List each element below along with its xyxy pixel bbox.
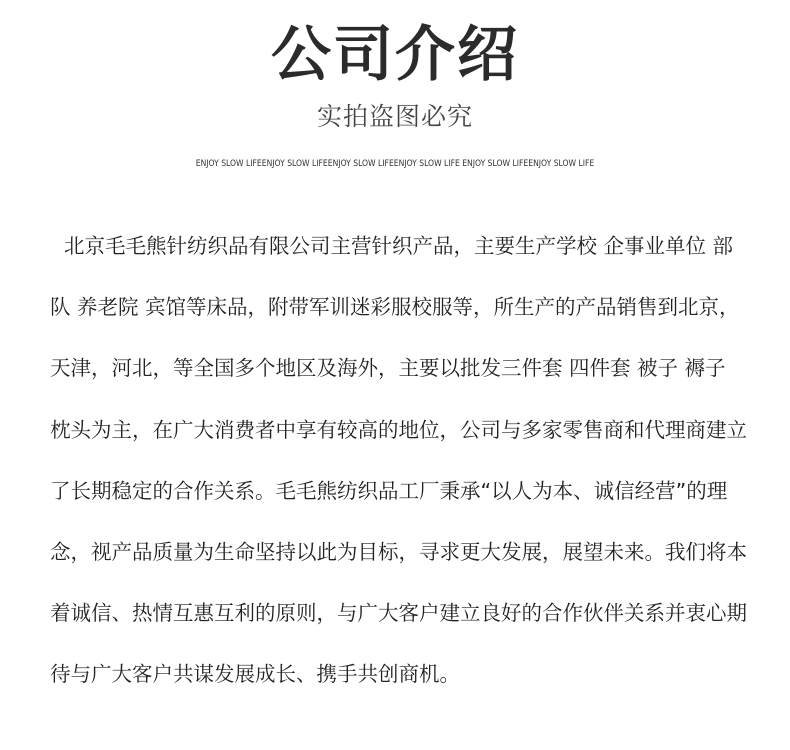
tagline: ENJOY SLOW LIFEENJOY SLOW LIFEENJOY SLOW LIFEENJOY SLOW LIFE ENJOY SLOW LIFEENJOY SLOW LIFE: [195, 159, 595, 169]
company-description: 北京毛毛熊针纺织品有限公司主营针织产品，主要生产学校 企事业单位 部队 养老院 宾馆等床品，附带军训迷彩服校服等，所生产的产品销售到北京，天津，河北，等全国多个地区及海外，主要以批发三件套 四件套 被子 褥子 枕头为主，在广大消费者中享有较高的地位，公司与多家零售商和代理商建立了长期稳定的合作关系。毛毛熊纺织品工厂秉承“以人为本、诚信经营”的理念，视产品质量为生命坚持以此为目标，寻求更大发展，展望未来。我们将本着诚信、热情互惠互利的原则，与广大客户建立良好的合作伙伴关系并衷心期待与广大客户共谋发展成长、携手共创商机。: [50, 234, 747, 687]
page-title: 公司介绍: [271, 20, 519, 90]
page-subtitle: 实拍盗图必究: [316, 102, 473, 131]
